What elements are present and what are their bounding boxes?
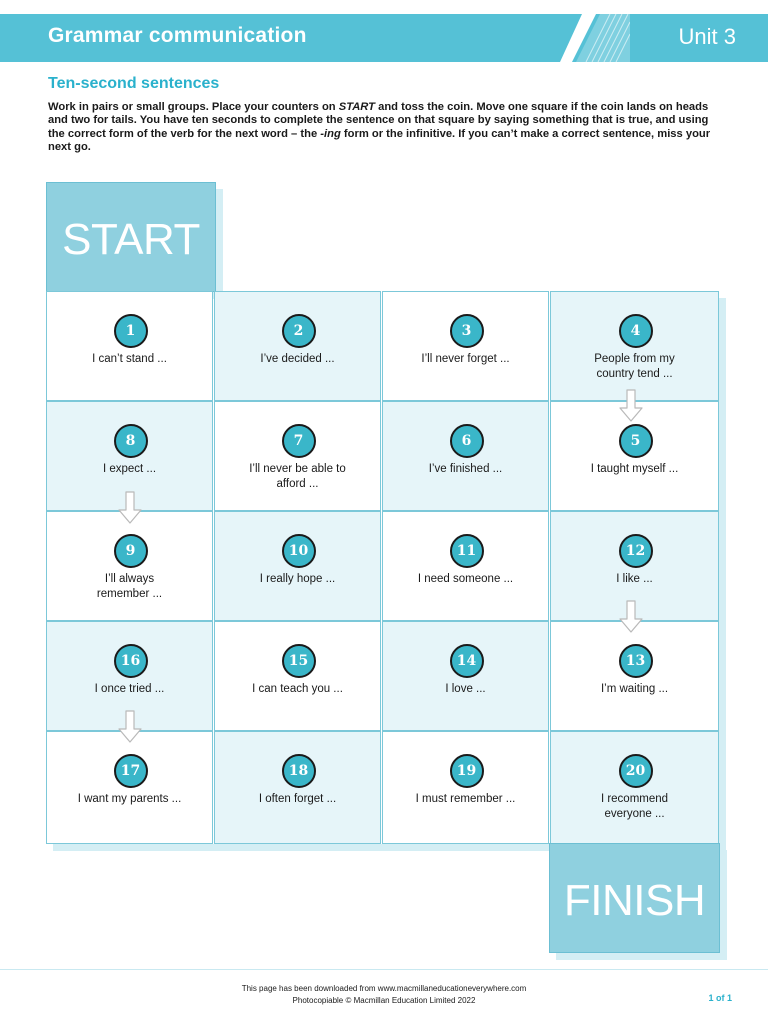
board-square-2	[214, 291, 381, 401]
square-number: 17	[114, 754, 148, 788]
header-stripes-decoration	[560, 14, 630, 62]
start-square	[46, 182, 216, 292]
unit-label: Unit 3	[678, 24, 736, 49]
square-number: 14	[450, 644, 484, 678]
square-phrase: I often forget ...	[258, 793, 337, 805]
board-square-17	[46, 731, 213, 844]
board-square-20	[550, 731, 719, 844]
header-bar	[0, 14, 768, 62]
square-phrase: I like ...	[616, 573, 653, 585]
square-number: 12	[619, 534, 653, 568]
finish-square	[549, 843, 720, 953]
arrow-down-icon	[117, 491, 143, 525]
arrow-down-icon	[618, 389, 644, 423]
square-number: 16	[114, 644, 148, 678]
square-number: 19	[450, 754, 484, 788]
instructions-part1: Work in pairs or small groups. Place your counters on	[48, 101, 339, 113]
square-phrase: I need someone ...	[417, 573, 514, 585]
square-number: 4	[619, 314, 653, 348]
square-phrase: I’ll never be able to afford ...	[249, 463, 346, 490]
square-number: 18	[282, 754, 316, 788]
square-phrase: I must remember ...	[415, 793, 516, 805]
footer-download-note: This page has been downloaded from www.macmillaneducationeverywhere.com	[241, 984, 527, 993]
section-subtitle: Ten-second sentences	[48, 75, 220, 92]
board-square-14	[382, 621, 549, 731]
board-square-10	[214, 511, 381, 621]
square-phrase: I want my parents ...	[77, 793, 182, 805]
board-square-9	[46, 511, 213, 621]
page-number: 1 of 1	[708, 993, 732, 1003]
square-number: 2	[282, 314, 316, 348]
square-phrase: I recommend everyone ...	[600, 793, 669, 820]
square-phrase: I’ll never forget ...	[421, 353, 510, 365]
board-square-1	[46, 291, 213, 401]
square-number: 10	[282, 534, 316, 568]
square-number: 7	[282, 424, 316, 458]
square-phrase: I really hope ...	[259, 573, 336, 585]
finish-label: FINISH	[563, 876, 706, 925]
board-square-7	[214, 401, 381, 511]
square-number: 15	[282, 644, 316, 678]
instructions-part2: and toss the coin. Move one square if the coin lands on heads and two for tails. You have ten seconds to complete the sentence on that square by saying something that is true, and using the correct form of the verb for the next word – the	[48, 101, 709, 140]
square-number: 6	[450, 424, 484, 458]
square-number: 9	[114, 534, 148, 568]
square-phrase: I expect ...	[102, 463, 157, 475]
instructions	[48, 101, 728, 154]
square-phrase: I’ve finished ...	[428, 463, 503, 475]
header-title: Grammar communication	[48, 24, 307, 47]
board-square-19	[382, 731, 549, 844]
board-square-3	[382, 291, 549, 401]
square-phrase: I can’t stand ...	[92, 353, 167, 365]
square-phrase: I’m waiting ...	[600, 683, 669, 695]
square-number: 13	[619, 644, 653, 678]
square-number: 5	[619, 424, 653, 458]
square-number: 1	[114, 314, 148, 348]
board-square-11	[382, 511, 549, 621]
square-phrase: I’ll always remember ...	[96, 573, 163, 600]
square-phrase: I once tried ...	[94, 683, 165, 695]
instructions-ing-word: -ing	[320, 127, 341, 140]
board-square-4	[550, 291, 719, 401]
square-phrase: I love ...	[445, 683, 486, 695]
board-square-13	[550, 621, 719, 731]
arrow-down-icon	[618, 600, 644, 634]
square-number: 8	[114, 424, 148, 458]
square-number: 3	[450, 314, 484, 348]
start-label: START	[62, 215, 200, 264]
game-board	[46, 291, 719, 844]
board-square-18	[214, 731, 381, 844]
square-number: 20	[619, 754, 653, 788]
square-number: 11	[450, 534, 484, 568]
board-square-6	[382, 401, 549, 511]
instructions-part3: form or the infinitive. If you can’t make a correct sentence, miss your next go.	[48, 127, 711, 153]
square-phrase: I taught myself ...	[590, 463, 679, 475]
arrow-down-icon	[117, 710, 143, 744]
board-square-15	[214, 621, 381, 731]
instructions-start-word: START	[338, 101, 376, 113]
footer-copyright: Photocopiable © Macmillan Education Limited 2022	[292, 996, 476, 1005]
square-phrase: I can teach you ...	[252, 683, 343, 695]
square-phrase: People from my country tend ...	[594, 353, 675, 380]
square-phrase: I’ve decided ...	[260, 353, 335, 365]
footer-divider	[0, 969, 768, 970]
